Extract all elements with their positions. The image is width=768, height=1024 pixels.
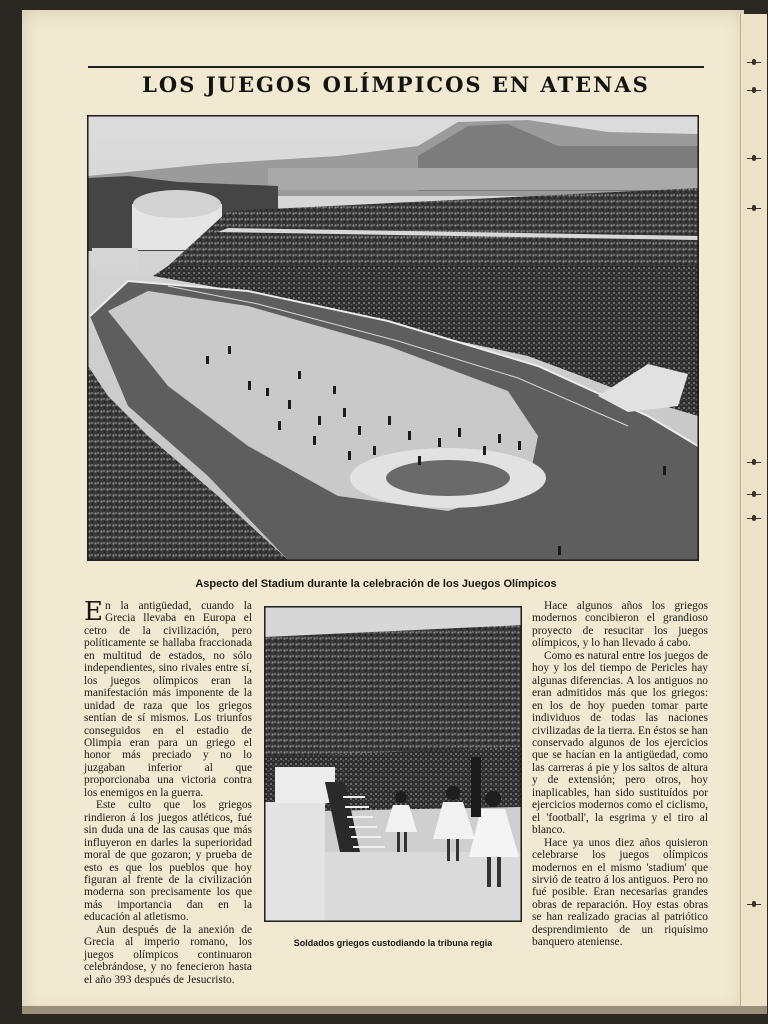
stadium-photo-caption: Aspecto del Stadium durante la celebración de los Juegos Olímpicos xyxy=(195,578,557,590)
article-paragraph: Aun después de la anexión de Grecia al imperio romano, los juegos olímpicos continuaron celebrándose, y no fenecieron hasta el año 393 después de Jesucristo. xyxy=(84,923,252,986)
binding-stitch xyxy=(747,62,761,63)
page-edge xyxy=(740,14,767,1014)
stadium-photo xyxy=(87,115,699,561)
binding-stitch xyxy=(747,518,761,519)
article-paragraph: Hace ya unos diez años quisieron celebrarse los juegos olímpicos modernos en el mismo 'stadium' que sirvió de teatro á los antiguos. Pero no fué posible. Eran necesarias grandes obras de reparación. Hoy estas obras se han realizado gracias al patriótico desprendimiento de un riquísimo banquero ateniense. xyxy=(532,836,708,949)
binding-stitch xyxy=(747,904,761,905)
binding-stitch xyxy=(747,90,761,91)
soldiers-photo-caption: Soldados griegos custodiando la tribuna regia xyxy=(293,938,493,948)
title-rule xyxy=(88,66,704,68)
binding-stitch xyxy=(747,494,761,495)
article-column-left xyxy=(84,597,252,986)
page-shadow xyxy=(22,1006,767,1014)
article-paragraph: Como es natural entre los juegos de hoy y los del tiempo de Pericles hay algunas diferencias. A los antiguos no eran admitidos más que los griegos: en los de hoy pueden tomar parte individuos de todas las naciones civilizadas de la tierra. En éstos se han conservado algunos de los ejercicios que se hacían en la antigüedad, como las carreras á pie y los saltos de altura y de extensión; pero otros, hoy inaplicables, han sido sustituídos por ejercicios modernos como el ciclismo, el 'football', la esgrima y el tiro al blanco. xyxy=(532,649,708,837)
stadium-photo-image xyxy=(88,116,698,560)
binding-stitch xyxy=(747,208,761,209)
article-paragraph: En la antigüedad, cuando la Grecia llevaba en Europa el cetro de la civilización, pero políticamente se hallaba fraccionada en multitud de estados, no sólo independientes, sino rivales entre sí, los juegos olímpicos eran la manifestación más imponente de la unidad de raza que los griegos sentían de sí mismos. Los triunfos conseguidos en el estadio de Olimpia eran para un griego el honor más preciado y no lo juzgaban inferior al que proporcionaba una victoria contra los enemigos en la guerra. xyxy=(84,597,252,799)
page-title: LOS JUEGOS OLÍMPICOS EN ATENAS xyxy=(142,72,650,97)
soldiers-photo xyxy=(264,606,522,922)
binding-stitch xyxy=(747,462,761,463)
binding-stitch xyxy=(747,158,761,159)
article-paragraph: Hace algunos años los griegos modernos concibieron el grandioso proyecto de resucitar los juegos olímpicos, y lo han llevado á cabo. xyxy=(532,600,708,650)
article-column-right xyxy=(532,600,708,949)
article-paragraph: Este culto que los griegos rindieron á los juegos atléticos, fué sin duda una de las causas que más influyeron en darles la superioridad moral de que gozaron; y prueba de esto es que los pueblos que hoy figuran al frente de la civilización moderna son precisamente los que más importancia dan en la educación al atletismo. xyxy=(84,799,252,924)
drop-cap: E xyxy=(84,597,103,627)
soldiers-photo-image xyxy=(265,607,521,921)
